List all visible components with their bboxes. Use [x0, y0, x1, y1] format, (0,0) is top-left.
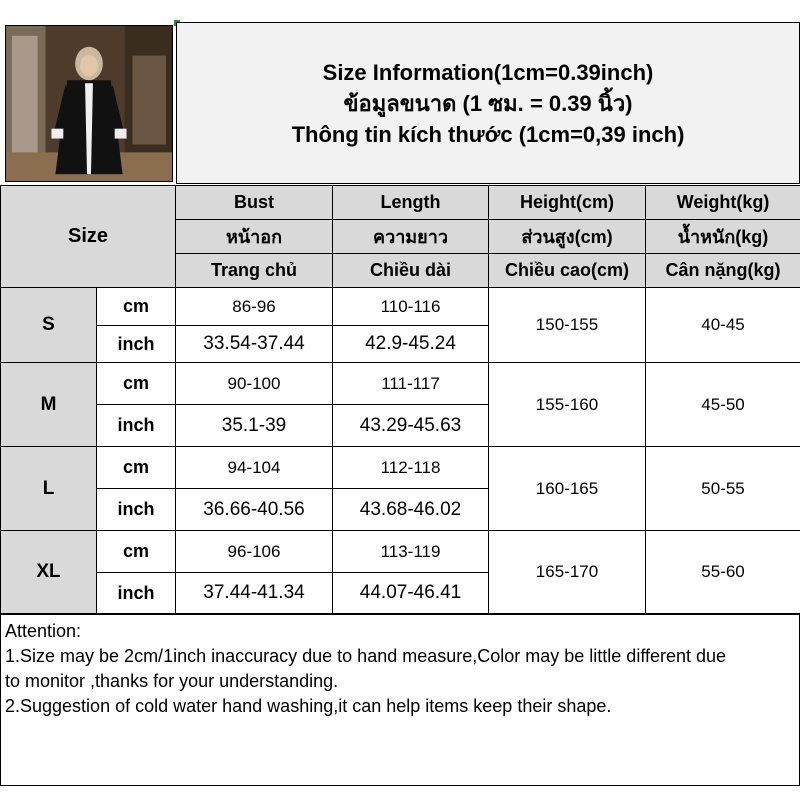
- table-row: [1, 288, 800, 326]
- title-thai: ข้อมูลขนาด (1 ซม. = 0.39 นิ้ว): [343, 90, 633, 116]
- bust-inch: 33.54-37.44: [176, 326, 333, 363]
- note-line-1a: 1.Size may be 2cm/1inch inaccuracy due to hand measure,Color may be little different due: [5, 646, 727, 666]
- bust-inch: 35.1-39: [176, 405, 333, 447]
- height-header-th: ส่วนสูง(cm): [489, 220, 646, 254]
- weight-header-en: Weight(kg): [646, 186, 800, 220]
- size-label: XL: [1, 531, 97, 614]
- weight-value: 55-60: [646, 531, 800, 614]
- weight-header-th: น้ำหนัก(kg): [646, 220, 800, 254]
- height-value: 165-170: [489, 531, 646, 614]
- bust-header-en: Bust: [176, 186, 333, 220]
- length-header-en: Length: [333, 186, 489, 220]
- height-value: 150-155: [489, 288, 646, 363]
- size-header: Size: [1, 186, 176, 288]
- length-inch: 42.9-45.24: [333, 326, 489, 363]
- note-line-1b: to monitor ,thanks for your understanding.: [5, 671, 339, 691]
- title-box: [176, 22, 800, 184]
- bust-inch: 37.44-41.34: [176, 573, 333, 614]
- bust-inch: 36.66-40.56: [176, 489, 333, 531]
- height-header-vi: Chiều cao(cm): [489, 254, 646, 288]
- length-cm: 111-117: [333, 363, 489, 405]
- length-inch: 43.68-46.02: [333, 489, 489, 531]
- unit-label: inch: [97, 326, 176, 363]
- unit-label: cm: [97, 531, 176, 573]
- bust-header-vi: Trang chủ: [176, 254, 333, 288]
- height-header-en: Height(cm): [489, 186, 646, 220]
- length-header-th: ความยาว: [333, 220, 489, 254]
- unit-label: cm: [97, 363, 176, 405]
- length-inch: 44.07-46.41: [333, 573, 489, 614]
- table-row: [1, 447, 800, 489]
- length-cm: 112-118: [333, 447, 489, 489]
- weight-value: 50-55: [646, 447, 800, 531]
- size-table: [0, 185, 800, 614]
- unit-label: cm: [97, 288, 176, 326]
- model-image: [6, 26, 172, 181]
- unit-label: cm: [97, 447, 176, 489]
- size-label: L: [1, 447, 97, 531]
- bust-cm: 86-96: [176, 288, 333, 326]
- length-cm: 110-116: [333, 288, 489, 326]
- length-cm: 113-119: [333, 531, 489, 573]
- title-vietnamese: Thông tin kích thước (1cm=0,39 inch): [291, 121, 685, 147]
- weight-value: 40-45: [646, 288, 800, 363]
- unit-label: inch: [97, 489, 176, 531]
- table-row: [1, 363, 800, 405]
- height-value: 155-160: [489, 363, 646, 447]
- header-row-en: [1, 186, 800, 220]
- title-english: Size Information(1cm=0.39inch): [322, 59, 654, 85]
- bust-cm: 96-106: [176, 531, 333, 573]
- weight-value: 45-50: [646, 363, 800, 447]
- unit-label: inch: [97, 573, 176, 614]
- table-row: [1, 531, 800, 573]
- height-value: 160-165: [489, 447, 646, 531]
- notes-heading: Attention:: [5, 621, 82, 641]
- attention-notes: [0, 614, 800, 786]
- length-header-vi: Chiều dài: [333, 254, 489, 288]
- unit-label: inch: [97, 405, 176, 447]
- product-photo: [5, 25, 173, 182]
- bust-header-th: หน้าอก: [176, 220, 333, 254]
- note-line-2: 2.Suggestion of cold water hand washing,it can help items keep their shape.: [5, 696, 612, 716]
- length-inch: 43.29-45.63: [333, 405, 489, 447]
- bust-cm: 90-100: [176, 363, 333, 405]
- weight-header-vi: Cân nặng(kg): [646, 254, 800, 288]
- bust-cm: 94-104: [176, 447, 333, 489]
- size-label: S: [1, 288, 97, 363]
- size-label: M: [1, 363, 97, 447]
